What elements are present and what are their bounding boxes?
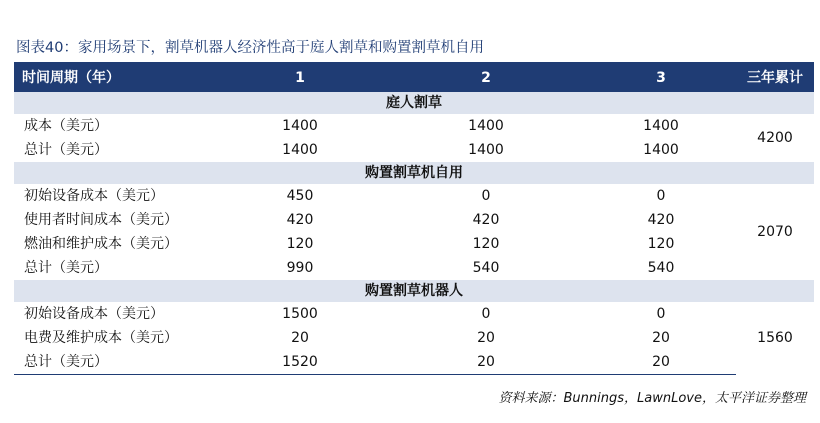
section-title: 购置割草机自用 bbox=[14, 162, 814, 184]
row-label: 总计（美元） bbox=[14, 350, 214, 375]
header-year-2: 2 bbox=[386, 64, 586, 92]
section-title: 庭人割草 bbox=[14, 92, 814, 114]
header-year-3: 3 bbox=[586, 64, 736, 92]
row-label: 使用者时间成本（美元） bbox=[24, 212, 178, 228]
cell-year-3: 0 bbox=[656, 306, 666, 322]
header-period: 时间周期（年） bbox=[14, 64, 214, 92]
section-row-hire bbox=[14, 92, 814, 114]
cell-year-3: 1400 bbox=[643, 142, 679, 158]
table-row bbox=[14, 208, 814, 232]
source-note: 资料来源：Bunnings，LawnLove，太平洋证券整理 bbox=[498, 391, 806, 406]
row-label: 总计（美元） bbox=[24, 260, 108, 276]
cell-year-1: 450 bbox=[286, 188, 314, 204]
table-row bbox=[14, 114, 814, 138]
table-row bbox=[14, 326, 814, 350]
cell-year-3: 0 bbox=[656, 188, 666, 204]
header-row bbox=[14, 64, 814, 92]
cell-year-1: 1520 bbox=[214, 350, 386, 375]
cell-year-2: 540 bbox=[472, 260, 500, 276]
table-row bbox=[14, 256, 814, 280]
cell-year-1: 20 bbox=[291, 330, 309, 346]
table-row bbox=[14, 184, 814, 208]
header-year-1: 1 bbox=[214, 64, 386, 92]
cell-year-1: 1500 bbox=[282, 306, 318, 322]
cell-year-3: 540 bbox=[647, 260, 675, 276]
cell-year-2: 420 bbox=[472, 212, 500, 228]
section-title: 购置割草机器人 bbox=[14, 280, 814, 302]
cell-year-3: 20 bbox=[586, 350, 736, 375]
header-cumulative: 三年累计 bbox=[736, 64, 814, 92]
cell-year-3: 120 bbox=[647, 236, 675, 252]
cell-year-1: 1400 bbox=[282, 118, 318, 134]
cell-cumulative: 2070 bbox=[757, 224, 793, 240]
cell-year-2: 0 bbox=[481, 306, 491, 322]
section-row-mower bbox=[14, 162, 814, 184]
cell-year-1: 420 bbox=[286, 212, 314, 228]
row-label: 成本（美元） bbox=[24, 118, 108, 134]
row-label: 总计（美元） bbox=[24, 142, 108, 158]
cell-year-2: 20 bbox=[386, 350, 586, 375]
cell-year-1: 1400 bbox=[282, 142, 318, 158]
cell-year-2: 20 bbox=[477, 330, 495, 346]
cell-year-3: 420 bbox=[647, 212, 675, 228]
figure-title: 图表40：家用场景下，割草机器人经济性高于庭人割草和购置割草机自用 bbox=[16, 40, 484, 56]
table-row bbox=[14, 232, 814, 256]
cell-year-2: 1400 bbox=[468, 118, 504, 134]
section-row-robot bbox=[14, 280, 814, 302]
cell-year-2: 0 bbox=[481, 188, 491, 204]
cell-cumulative: 1560 bbox=[757, 330, 793, 347]
cell-year-2: 1400 bbox=[468, 142, 504, 158]
table-row bbox=[14, 350, 814, 375]
cell-year-1: 990 bbox=[286, 260, 314, 276]
table-row bbox=[14, 138, 814, 162]
cell-year-3: 1400 bbox=[643, 118, 679, 134]
row-label: 燃油和维护成本（美元） bbox=[24, 236, 178, 252]
row-label: 初始设备成本（美元） bbox=[24, 188, 164, 204]
cell-year-3: 20 bbox=[652, 330, 670, 346]
cell-cumulative: 4200 bbox=[757, 130, 793, 146]
row-label: 初始设备成本（美元） bbox=[24, 306, 164, 322]
table-row bbox=[14, 302, 814, 326]
cell-year-1: 120 bbox=[286, 236, 314, 252]
cell-year-2: 120 bbox=[472, 236, 500, 252]
economics-table bbox=[14, 64, 814, 375]
row-label: 电费及维护成本（美元） bbox=[24, 330, 178, 346]
